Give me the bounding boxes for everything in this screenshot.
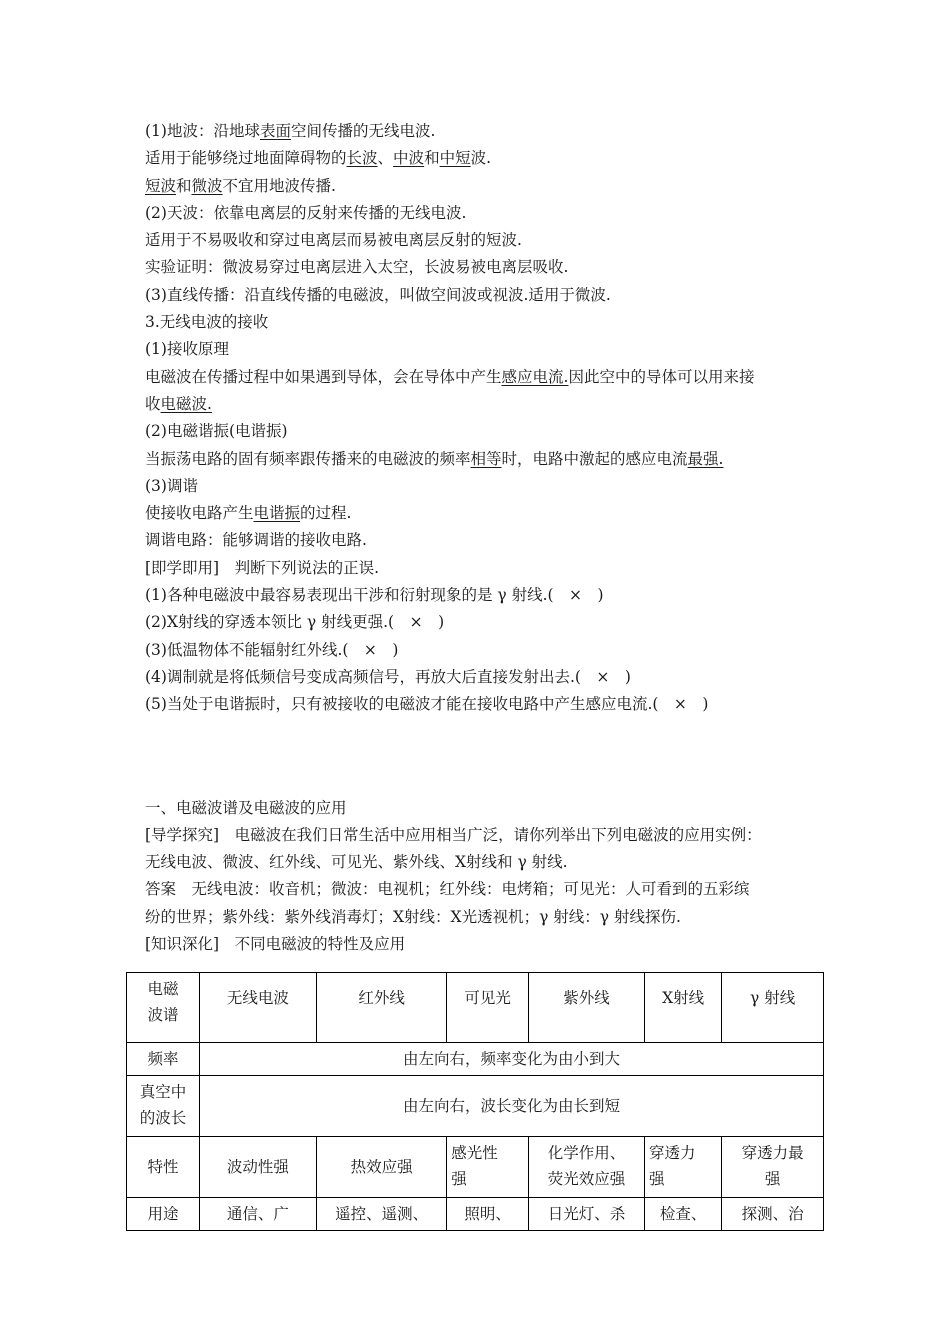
text-segment: (3)直线传播：沿直线传播的电磁波，叫做空间波或视波.适用于微波. xyxy=(145,285,611,304)
text-line xyxy=(145,391,835,418)
text-segment: (4)调制就是将低频信号变成高频信号，再放大后直接发射出去.( × ) xyxy=(145,667,631,686)
text-line xyxy=(145,200,835,227)
row-label-frequency: 频率 xyxy=(127,1043,200,1076)
column-header: γ 射线 xyxy=(722,973,824,1043)
section-heading: 一、电磁波谱及电磁波的应用 xyxy=(145,798,347,817)
text-segment: 、 xyxy=(377,149,394,168)
underlined-term: 电谐振 xyxy=(253,504,301,523)
text-line xyxy=(145,500,835,527)
text-segment: 不宜用地波传播. xyxy=(222,176,336,195)
section-2 xyxy=(145,795,835,959)
answer-line-1: 答案 无线电波：收音机；微波：电视机；红外线：电烤箱；可见光：人可看到的五彩缤 xyxy=(145,880,750,899)
text-segment: 使接收电路产生 xyxy=(145,504,254,523)
property-cell: 波动性强 xyxy=(199,1137,316,1198)
text-line xyxy=(145,582,835,609)
column-header: 无线电波 xyxy=(199,973,316,1043)
property-cell: 化学作用、 荧光效应强 xyxy=(529,1137,645,1198)
text-segment: 因此空中的导体可以用来接 xyxy=(568,367,755,386)
table-row xyxy=(127,1137,824,1198)
text-segment: (3)低温物体不能辐射红外线.( × ) xyxy=(145,640,399,659)
underlined-term: 中短 xyxy=(439,149,471,168)
property-cell: 穿透力最 强 xyxy=(722,1137,824,1198)
text-segment: (2)电磁谐振(电谐振) xyxy=(145,422,288,441)
text-line xyxy=(145,609,835,636)
property-cell: 感光性 强 xyxy=(447,1137,529,1198)
text-segment: 调谐电路：能够调谐的接收电路. xyxy=(145,531,367,550)
text-segment: 实验证明：微波易穿过电离层进入太空，长波易被电离层吸收. xyxy=(145,258,569,277)
use-cell: 检查、 xyxy=(645,1198,722,1231)
text-segment: (2)天波：依靠电离层的反射来传播的无线电波. xyxy=(145,203,467,222)
use-cell: 日光灯、杀 xyxy=(529,1198,645,1231)
answer-line-2: 纷的世界；紫外线：紫外线消毒灯；X射线：X光透视机；γ 射线：γ 射线探伤. xyxy=(145,907,681,926)
text-line xyxy=(145,282,835,309)
text-line xyxy=(145,227,835,254)
use-cell: 遥控、遥测、 xyxy=(316,1198,446,1231)
text-line xyxy=(145,418,835,445)
text-line xyxy=(145,555,835,582)
text-line xyxy=(145,336,835,363)
underlined-term: 微波 xyxy=(191,176,223,195)
text-line xyxy=(145,691,835,718)
text-segment: 适用于不易吸收和穿过电离层而易被电离层反射的短波. xyxy=(145,231,522,250)
use-cell: 通信、广 xyxy=(199,1198,316,1231)
use-cell: 照明、 xyxy=(447,1198,529,1231)
guide-question-line-1: [导学探究] 电磁波在我们日常生活中应用相当广泛，请你列举出下列电磁波的应用实例： xyxy=(145,825,762,844)
text-line xyxy=(145,309,835,336)
column-header: 红外线 xyxy=(316,973,446,1043)
underlined-term: 感应电流. xyxy=(501,367,569,386)
underlined-term: 长波 xyxy=(346,149,378,168)
wavelength-trend: 由左向右，波长变化为由长到短 xyxy=(199,1076,823,1137)
text-line xyxy=(145,364,835,391)
text-segment: 当振荡电路的固有频率跟传播来的电磁波的频率 xyxy=(145,449,471,468)
text-segment: 和 xyxy=(176,176,192,195)
text-segment: 3.无线电波的接收 xyxy=(145,313,269,332)
underlined-term: 最强. xyxy=(687,449,724,468)
text-segment: 收 xyxy=(145,394,161,413)
text-segment: [即学即用] 判断下列说法的正误. xyxy=(145,558,380,577)
text-segment: 波. xyxy=(470,149,492,168)
text-segment: (2)X射线的穿透本领比 γ 射线更强.( × ) xyxy=(145,613,445,632)
property-cell: 穿透力 强 xyxy=(645,1137,722,1198)
row-label-use: 用途 xyxy=(127,1198,200,1231)
text-line xyxy=(145,446,835,473)
text-segment: (1)各种电磁波中最容易表现出干涉和衍射现象的是 γ 射线.( × ) xyxy=(145,586,604,605)
text-line xyxy=(145,664,835,691)
text-segment: (1)地波：沿地球 xyxy=(145,122,260,140)
underlined-term: 电磁波. xyxy=(160,394,212,413)
underlined-term: 中波 xyxy=(393,149,425,168)
table-row xyxy=(127,1076,824,1137)
text-segment: 电磁波在传播过程中如果遇到导体，会在导体中产生 xyxy=(145,367,502,386)
text-line xyxy=(145,173,835,200)
property-cell: 热效应强 xyxy=(316,1137,446,1198)
text-line xyxy=(145,527,835,554)
column-header: 紫外线 xyxy=(529,973,645,1043)
text-segment: 适用于能够绕过地面障碍物的 xyxy=(145,149,347,168)
spectrum-table xyxy=(126,972,824,1231)
underlined-term: 表面 xyxy=(259,122,291,140)
text-segment: (1)接收原理 xyxy=(145,340,229,359)
table-row xyxy=(127,1043,824,1076)
document-body xyxy=(145,118,835,958)
text-segment: 和 xyxy=(424,149,440,168)
knowledge-deepen-title: [知识深化] 不同电磁波的特性及应用 xyxy=(145,935,406,954)
guide-question-line-2: 无线电波、微波、红外线、可见光、紫外线、X射线和 γ 射线. xyxy=(145,853,568,872)
text-line xyxy=(145,118,835,145)
row-label-property: 特性 xyxy=(127,1137,200,1198)
row-label-wavelength: 真空中 的波长 xyxy=(127,1076,200,1137)
text-line xyxy=(145,254,835,281)
text-line xyxy=(145,145,835,172)
column-header: X射线 xyxy=(645,973,722,1043)
text-segment: 空间传播的无线电波. xyxy=(290,122,436,140)
table-row xyxy=(127,973,824,1043)
text-line xyxy=(145,473,835,500)
underlined-term: 短波 xyxy=(145,176,177,195)
text-line xyxy=(145,637,835,664)
row-label-spectrum: 电磁 波谱 xyxy=(127,973,200,1043)
text-segment: (5)当处于电谐振时，只有被接收的电磁波才能在接收电路中产生感应电流.( × ) xyxy=(145,695,709,714)
text-segment: (3)调谐 xyxy=(145,476,198,495)
frequency-trend: 由左向右，频率变化为由小到大 xyxy=(199,1043,823,1076)
text-segment: 时，电路中激起的感应电流 xyxy=(501,449,688,468)
table-row xyxy=(127,1198,824,1231)
underlined-term: 相等 xyxy=(470,449,502,468)
section-1-lines xyxy=(145,118,835,719)
text-segment: 的过程. xyxy=(300,504,352,523)
use-cell: 探测、治 xyxy=(722,1198,824,1231)
column-header: 可见光 xyxy=(447,973,529,1043)
